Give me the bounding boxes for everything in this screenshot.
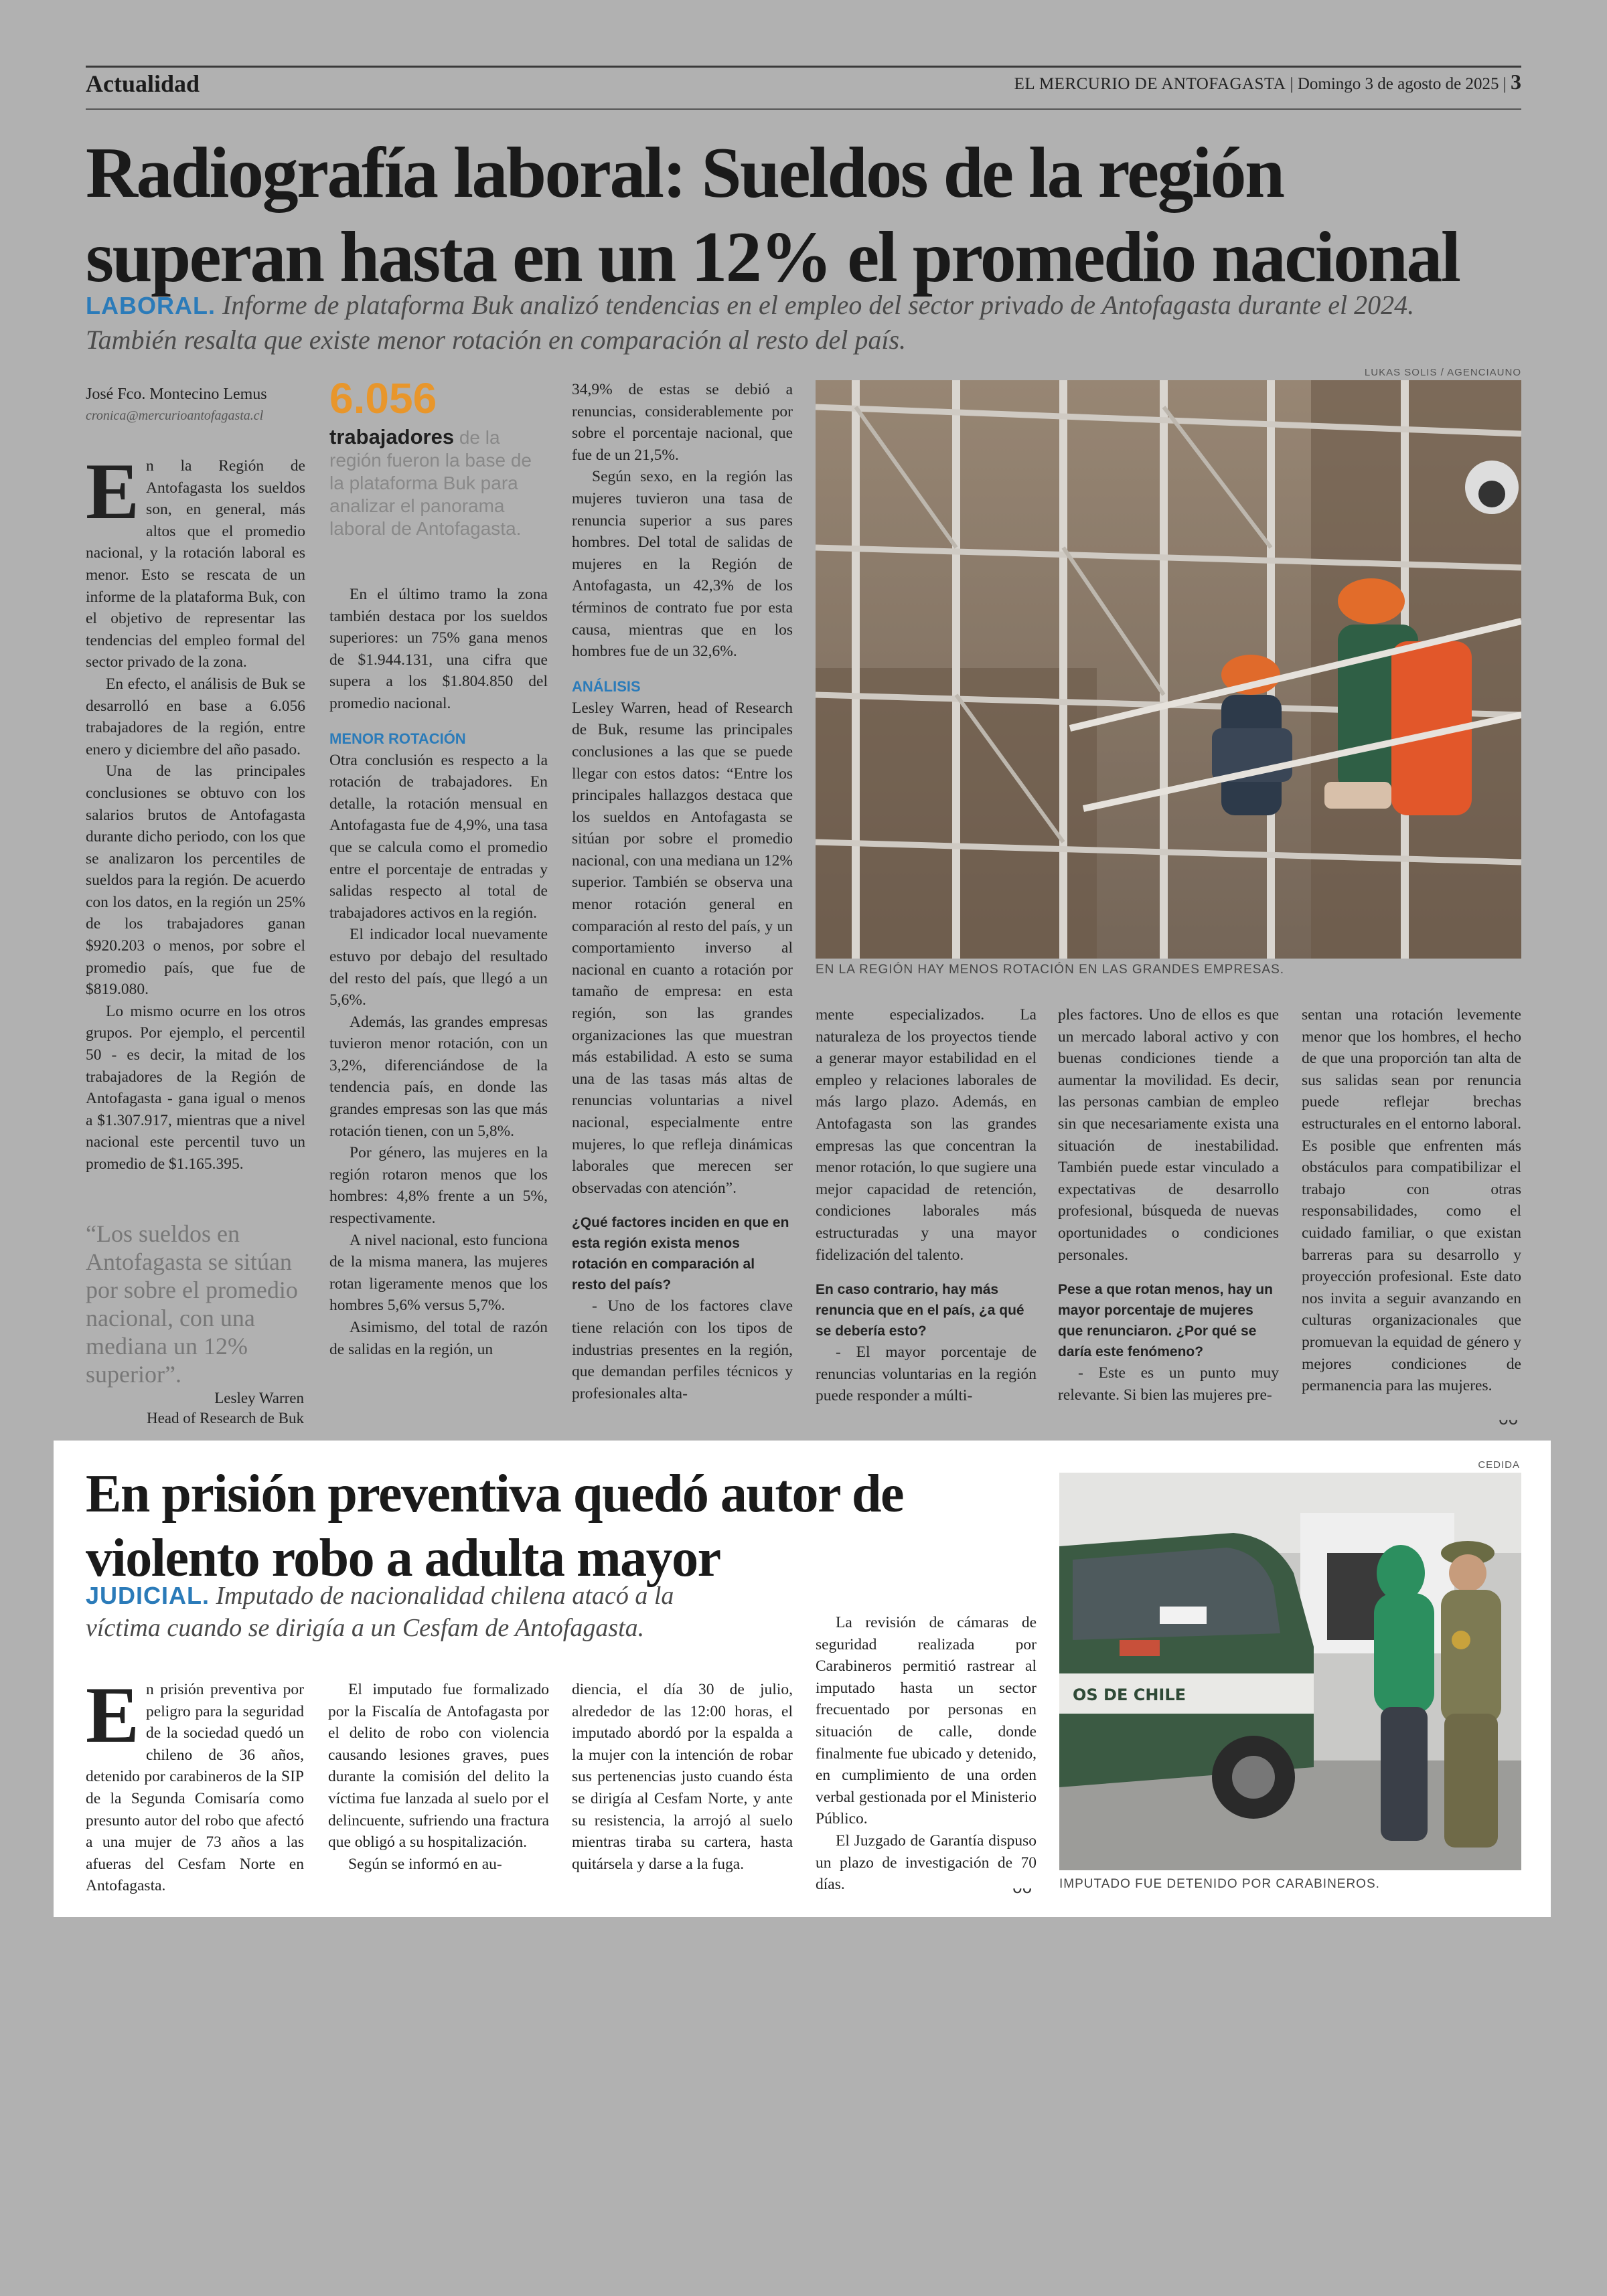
interview-question: ¿Qué factores inciden en que en esta región exista menos rotación en comparación al resto del país?	[572, 1215, 789, 1293]
stat-number: 6.056	[329, 374, 437, 422]
article2-column-3: diencia, el día 30 de julio, alrededor de las 12:00 horas, el imputado abordó por la espalda a la mujer con la intención de robar sus pertenencias justo cuando ésta se dirigía al Cesfam Norte, y ante su resistencia, la arrojó al suelo mientras tiraba su cartera, hasta quitársela y darse a la fuga.	[572, 1681, 793, 1873]
stat-description: trabajadores de la región fueron la base de la plataforma Buk para analizar el panorama laboral de Antofagasta.	[329, 425, 532, 539]
masthead: EL MERCURIO DE ANTOFAGASTA | Domingo 3 de agosto de 2025 | 3	[1014, 70, 1521, 94]
drop-cap: E	[86, 1670, 140, 1759]
subheading-menor-rotacion: MENOR ROTACIÓN	[329, 730, 466, 747]
article1-kicker: LABORAL. Informe de plataforma Buk analizó tendencias en el empleo del sector privado de Antofagasta durante el 2024. También resalta que existe menor rotación en comparación al resto del país.	[86, 290, 1415, 355]
photo2-credit: CEDIDA	[1478, 1459, 1520, 1471]
article2-kicker: JUDICIAL. Imputado de nacionalidad chilena atacó a la víctima cuando se dirigía a un Cesfam de Antofagasta.	[86, 1582, 674, 1642]
article2-column-4: La revisión de cámaras de seguridad realizada por Carabineros permitió rastrear al imputado hasta un sector frecuentado por personas en situación de calle, donde finalmente fue ubicado y detenido, en cumplimiento de una orden verbal gestionada por el Ministerio Público. El Juzgado de Garantía dispuso un plazo de investigación de 70 días.	[816, 1614, 1037, 1894]
kicker-tag: LABORAL.	[86, 292, 216, 319]
police-arrest-photo	[1059, 1473, 1521, 1870]
photo1-credit: LUKAS SOLIS / AGENCIAUNO	[1364, 367, 1521, 378]
end-mark-icon: ᴗᴗ	[1012, 1878, 1032, 1897]
kicker-tag: JUDICIAL.	[86, 1582, 210, 1609]
article1-column-6: sentan una rotación levemente menor que los hombres, el hecho de que una proporción tan alta de sus salidas sean por renuncia puede reflejar brechas estructurales en el entorno laboral. Es posible que enfrenten más obstáculos para compatibilizar el trabajo con otras responsabilidades, como el cuidado familiar, o que existan barreras para su desarrollo y proyección profesional. Este dato nos invita a seguir avanzando en culturas organizacionales que promuevan la equidad de género y mejores condiciones de permanencia para las mujeres.	[1302, 1006, 1521, 1395]
pull-quote: “Los sueldos en Antofagasta se sitúan por sobre el promedio nacional, con una mediana un 12% superior”.	[86, 1220, 298, 1388]
article1-column-5: ples factores. Uno de ellos es que un mercado laboral activo y con buenas condiciones tiende a aumentar la movilidad. Es decir, las personas cambian de empleo sin que necesariamente exista una situación de inestabilidad. También puede estar vinculado a expectativas de desarrollo profesional, búsqueda de nuevas oportunidades o condiciones personales. Pese a que rotan menos, hay un mayor porcentaje de mujeres que renunciaron. ¿Por qué se daría este fenómeno? - Este es un punto muy relevante. Si bien las mujeres pre-	[1058, 1006, 1279, 1404]
interview-question: En caso contrario, hay más renuncia que en el país, ¿a qué se debería esto?	[816, 1282, 1024, 1339]
article1-column-2: En el último tramo la zona también destaca por los sueldos superiores: un 75% gana menos de $1.944.131, una cifra que supera a los $1.804.850 del promedio nacional. MENOR ROTACIÓN Otra conclusión es respecto a la rotación de trabajadores. En detalle, la rotación mensual en Antofagasta fue de 4,9%, una tasa que se calcula como el promedio entre el porcentaje de entradas y salidas respecto al total de trabajadores activos en la región. El indicador local nuevamente estuvo por debajo del resultado del resto del país, que llegó a un 5,6%. Además, las grandes empresas tuvieron menor rotación, con un 3,2%, diferenciándose de la tendencia país, en donde las grandes empresas son las que más rotación tienen, con un 5,8%. Por género, las mujeres en la región rotaron menos que los hombres: 4,8% frente a un 5%, respectivamente. A nivel nacional, esto funciona de la misma manera, las mujeres rotan ligeramente menos que los hombres 5,6% versus 5,7%. Asimismo, del total de razón de salidas en la región, un	[329, 586, 548, 1358]
publication-name: EL MERCURIO DE ANTOFAGASTA	[1014, 75, 1286, 93]
subheading-analisis: ANÁLISIS	[572, 677, 641, 695]
scaffold-workers-photo	[816, 380, 1521, 959]
byline-email[interactable]: cronica@mercurioantofagasta.cl	[86, 408, 264, 423]
byline-author: José Fco. Montecino Lemus	[86, 386, 267, 403]
drop-cap: E	[86, 446, 140, 536]
interview-question: Pese a que rotan menos, hay un mayor porcentaje de mujeres que renunciaron. ¿Por qué se daría este fenómeno?	[1058, 1282, 1273, 1360]
article1-column-1: E n la Región de Antofagasta los sueldos son, en general, más altos que el promedio nacional, y la rotación laboral es menor. Esto se rescata de un informe de la plataforma Buk, con el objetivo de representar las tendencias del empleo formal del sector privado de la zona. En efecto, el análisis de Buk se desarrolló en base a 6.056 trabajadores de la región, entre enero y diciembre del año pasado. Una de las principales conclusiones se obtuvo con los salarios brutos de Antofagasta durante dicho periodo, con los que se analizaron los percentiles de sueldos para la región. De acuerdo con los datos, en la región un 25% de los trabajadores ganan $920.203 o menos, por sobre el promedio país, que fue de $819.080. Lo mismo ocurre en los otros grupos. Por ejemplo, el percentil 50 - es decir, la mitad de los trabajadores de la Región de Antofagasta - gana igual o menos a $1.307.917, mientras que a nivel nacional este percentil tuvo un promedio de $1.165.395.	[86, 446, 305, 1173]
issue-date: Domingo 3 de agosto de 2025	[1297, 75, 1499, 93]
photo1-caption: EN LA REGIÓN HAY MENOS ROTACIÓN EN LAS GRANDES EMPRESAS.	[816, 963, 1285, 977]
section-label: Actualidad	[86, 70, 200, 97]
vehicle-text: OS DE CHILE	[1073, 1686, 1187, 1704]
article1-column-3: 34,9% de estas se debió a renuncias, considerablemente por sobre el porcentaje nacional, que fue de un 21,5%. Según sexo, en la región las mujeres tuvieron una tasa de renuncia superior a sus pares hombres. Del total de salidas de mujeres en la Región de Antofagasta, un 42,3% de los términos de contrato fue por esta causa, mientras que en los hombres fue de un 32,6%. ANÁLISIS Lesley Warren, head of Research de Buk, resume las principales conclusiones a las que se puede llegar con estos datos: “Entre los principales hallazgos destaca que los sueldos en Antofagasta se sitúan por sobre el promedio nacional, con una mediana un 12% superior. También se observa una menor rotación general en comparación al resto del país, y un comportamiento inverso al nacional en cuanto a rotación por tamaño de empresa: en esta región, son las grandes organizaciones las que muestran más estabilidad. A esto se suma una de las tasas más altas de renuncias voluntarias a nivel nacional, especialmente entre mujeres, lo que refleja dinámicas laborales que merecen ser observadas con atención”. ¿Qué factores inciden en que en esta región exista menos rotación en comparación al resto del país? - Uno de los factores clave tiene relación con los tipos de industrias presentes en la región, que demandan perfiles técnicos y profesionales alta-	[572, 381, 793, 1402]
header-rule	[86, 108, 1521, 110]
top-rule	[86, 66, 1521, 68]
article2-column-2: El imputado fue formalizado por la Fiscalía de Antofagasta por el delito de robo con violencia causando lesiones graves, pues durante la comisión del delito la víctima fue lanzada al suelo por el delincuente, sufriendo una fractura que obligó a su hospitalización. Según se informó en au-	[328, 1681, 549, 1873]
article2-headline: En prisión preventiva quedó autor de violento robo a adulta mayor	[86, 1465, 904, 1588]
article2-column-1: E n prisión preventiva por peligro para la seguridad de la sociedad quedó un chileno de 36 años, detenido por carabineros de la SIP de la Segunda Comisaría como presunto autor del robo que afectó a una mujer de 73 años a las afueras del Cesfam Norte en Antofagasta.	[86, 1670, 304, 1895]
quote-attribution: Lesley Warren Head of Research de Buk	[146, 1390, 304, 1426]
end-mark-icon: ᴗᴗ	[1499, 1410, 1519, 1428]
page-number: 3	[1511, 70, 1521, 94]
article1-headline: Radiografía laboral: Sueldos de la región superan hasta en un 12% el promedio nacional	[86, 133, 1460, 297]
article1-column-4: mente especializados. La naturaleza de los proyectos tiende a generar mayor estabilidad en el empleo y relaciones laborales de más largo plazo. Además, en Antofagasta son las grandes empresas las que concentran la menor rotación, lo que sugiere una mejor capacidad de retención, condiciones laborales más estructuradas y una mayor fidelización del talento. En caso contrario, hay más renuncia que en el país, ¿a qué se debería esto? - El mayor porcentaje de renuncias voluntarias en la región puede responder a múlti-	[816, 1006, 1037, 1405]
photo2-caption: IMPUTADO FUE DETENIDO POR CARABINEROS.	[1059, 1877, 1380, 1891]
